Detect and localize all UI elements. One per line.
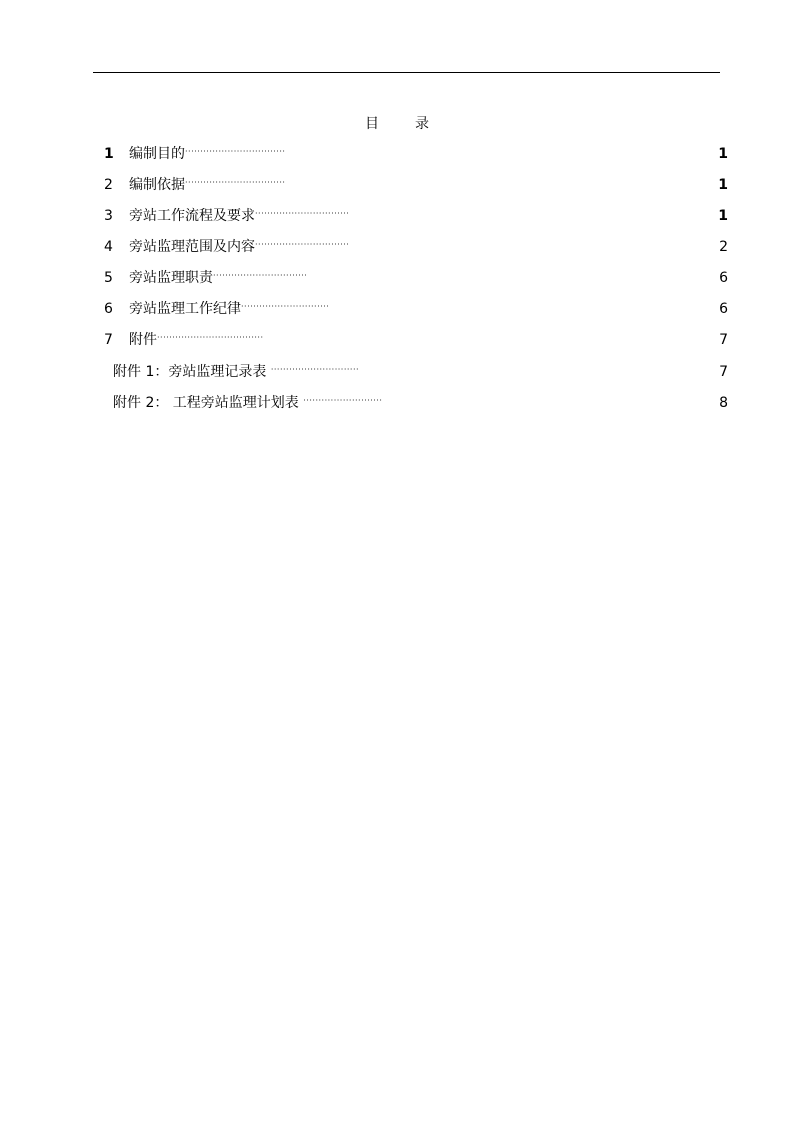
toc-entry-title: 旁站监理职责	[129, 270, 213, 286]
toc-sub-entry-title: 附件 2： 工程旁站监理计划表	[113, 395, 299, 411]
toc-entry[interactable]	[104, 144, 728, 164]
toc-entry[interactable]	[104, 206, 728, 226]
toc-entry[interactable]	[104, 299, 728, 319]
toc-sub-entry[interactable]	[113, 362, 728, 382]
toc-leader-dots: ·······························	[255, 240, 350, 249]
toc-sub-entry[interactable]	[113, 393, 728, 413]
toc-sub-entry-title: 附件 1：旁站监理记录表	[113, 364, 267, 380]
toc-entry-page: 7	[719, 332, 728, 348]
toc-entry-page: 1	[718, 146, 728, 162]
toc-entry-title: 旁站监理范围及内容	[129, 239, 255, 255]
toc-entry-number: 5	[104, 270, 113, 286]
header-rule	[93, 72, 720, 73]
toc-entry-page: 6	[719, 270, 728, 286]
toc-leader-dots: ·······························	[255, 209, 350, 218]
toc-entry[interactable]	[104, 330, 728, 350]
toc-entry-title: 旁站监理工作纪律	[129, 301, 241, 317]
toc-leader-dots: ··························	[303, 396, 383, 405]
toc-entry-title: 附件	[129, 332, 157, 348]
toc-sub-entry-page: 7	[719, 364, 728, 380]
toc-entry-number: 1	[104, 146, 114, 162]
toc-entry-title: 编制依据	[129, 177, 185, 193]
toc-entry-number: 7	[104, 332, 113, 348]
toc-leader-dots: ·································	[185, 178, 286, 187]
toc-entry-title: 编制目的	[129, 146, 185, 162]
toc-title-part2: 录	[415, 116, 429, 132]
toc-leader-dots: ·····························	[241, 302, 330, 311]
toc-entry-title: 旁站工作流程及要求	[129, 208, 255, 224]
toc-leader-dots: ·······························	[213, 271, 308, 280]
toc-entry-number: 2	[104, 177, 113, 193]
toc-entry-page: 2	[719, 239, 728, 255]
toc-entry-number: 6	[104, 301, 113, 317]
toc-entry[interactable]	[104, 175, 728, 195]
toc-leader-dots: ·································	[185, 147, 286, 156]
toc-entry-number: 3	[104, 208, 113, 224]
toc-title-part1: 目	[365, 116, 379, 132]
toc-title	[0, 113, 794, 133]
toc-entry-page: 1	[718, 177, 728, 193]
toc-leader-dots: ···································	[157, 333, 264, 342]
toc-entry-page: 6	[719, 301, 728, 317]
toc-entry-number: 4	[104, 239, 113, 255]
toc-entry[interactable]	[104, 268, 728, 288]
toc-sub-entry-page: 8	[719, 395, 728, 411]
toc-entry[interactable]	[104, 237, 728, 257]
toc-leader-dots: ·····························	[270, 365, 360, 374]
toc-entry-page: 1	[718, 208, 728, 224]
